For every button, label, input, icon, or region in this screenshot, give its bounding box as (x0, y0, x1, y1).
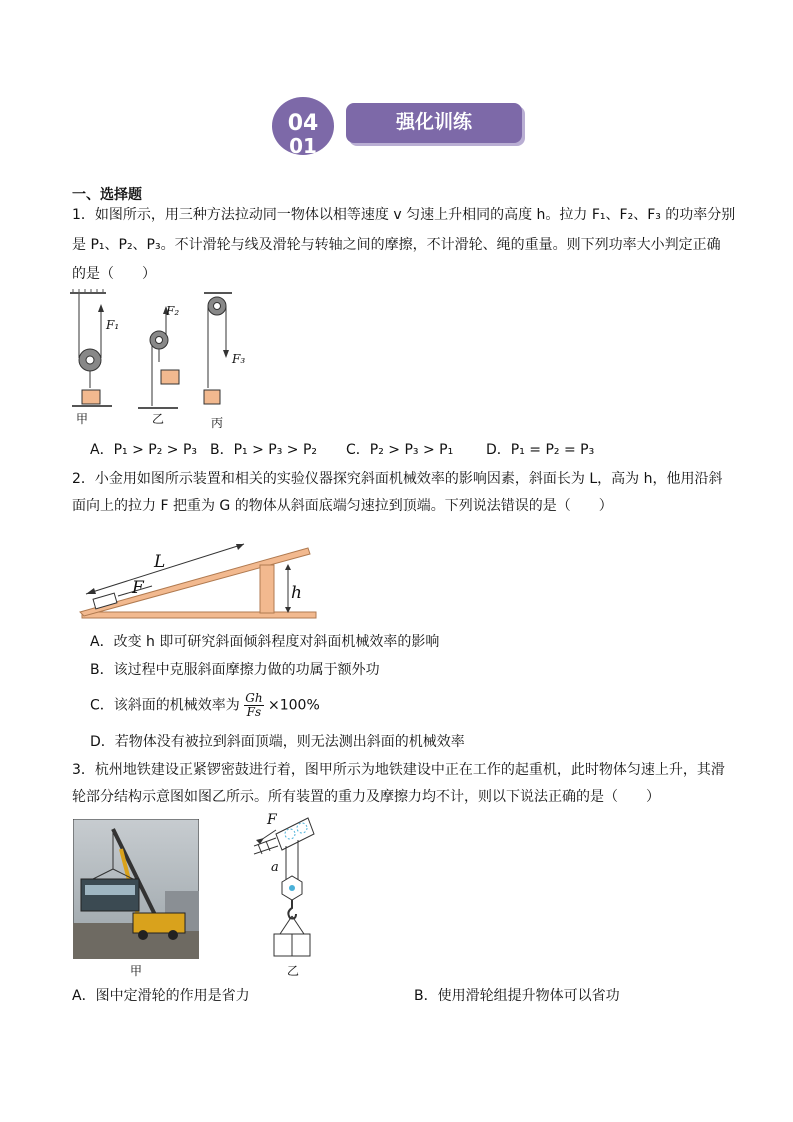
q1-line3: 的是（ ） (72, 266, 156, 282)
q2-line1: 2．小金用如图所示装置和相关的实验仪器探究斜面机械效率的影响因素，斜面长为 L，高为 h，他用沿斜 (72, 471, 723, 487)
q3-option-b: B．使用滑轮组提升物体可以省功 (414, 988, 620, 1004)
fig-label-bing: 丙 (211, 416, 224, 430)
q3-option-a: A．图中定滑轮的作用是省力 (72, 988, 250, 1004)
schematic-label-f: F (267, 812, 277, 828)
pulley-schematic (246, 812, 326, 962)
incline-label-l: L (154, 552, 166, 572)
q2-option-b: B．该过程中克服斜面摩擦力做的功属于额外功 (90, 662, 380, 678)
fraction-numerator: Gh (245, 691, 263, 705)
q1-line2: 是 P₁、P₂、P₃。不计滑轮与线及滑轮与转轴之间的摩擦，不计滑轮、绳的重量。则下列功率大小判定正确 (72, 237, 721, 253)
q3-line1: 3．杭州地铁建设正紧锣密鼓进行着，图甲所示为地铁建设中正在工作的起重机，此时物体匀速上升，其滑 (72, 762, 725, 778)
force-label-f3: F₃ (232, 352, 246, 366)
efficiency-fraction (244, 692, 263, 719)
crane-photo (73, 819, 199, 959)
fig-label-crane-jia: 甲 (130, 964, 143, 978)
pulley-setup-jia (70, 289, 112, 406)
fraction-denominator: Fs (246, 705, 262, 719)
q1-option-d: D．P₁ = P₂ = P₃ (486, 442, 595, 458)
schematic-label-a: a (271, 860, 279, 875)
pulley-setup-yi (138, 306, 179, 408)
q3-line2: 轮部分结构示意图如图乙所示。所有装置的重力及摩擦力均不计，则以下说法正确的是（ ） (72, 789, 660, 805)
section-title-banner: 强化训练 (346, 103, 522, 143)
fig-label-jia: 甲 (76, 412, 89, 426)
fig-label-yi: 乙 (152, 412, 165, 426)
q2-option-c-prefix: C．该斜面的机械效率为 (90, 697, 240, 714)
q2-option-d: D．若物体没有被拉到斜面顶端，则无法测出斜面的机械效率 (90, 734, 465, 750)
force-label-f2: F₂ (166, 304, 180, 318)
q2-option-a: A．改变 h 即可研究斜面倾斜程度对斜面机械效率的影响 (90, 634, 440, 650)
q1-line1: 1．如图所示，用三种方法拉动同一物体以相等速度 v 匀速上升相同的高度 h。拉力 F₁、F₂、F₃ 的功率分别 (72, 207, 736, 223)
q1-option-b: B．P₁ > P₃ > P₂ (210, 442, 318, 458)
chapter-number-badge (272, 97, 334, 155)
force-label-f1: F₁ (106, 318, 120, 332)
section-title: 一、选择题 (72, 187, 142, 203)
q2-line2: 面向上的拉力 F 把重为 G 的物体从斜面底端匀速拉到顶端。下列说法错误的是（ ） (72, 498, 613, 514)
incline-label-f: F (132, 578, 144, 598)
chapter-number-cut: 01 (289, 134, 317, 155)
q2-option-c (90, 692, 320, 719)
pulley-setup-bing (204, 293, 232, 404)
q1-option-c: C．P₂ > P₃ > P₁ (346, 442, 454, 458)
q2-option-c-suffix: ×100% (268, 697, 320, 714)
fig-label-schematic-yi: 乙 (287, 964, 300, 978)
incline-label-h: h (291, 583, 302, 603)
q1-option-a: A．P₁ > P₂ > P₃ (90, 442, 198, 458)
q2-incline-figure (74, 530, 324, 622)
chapter-number: 04 (287, 111, 319, 136)
